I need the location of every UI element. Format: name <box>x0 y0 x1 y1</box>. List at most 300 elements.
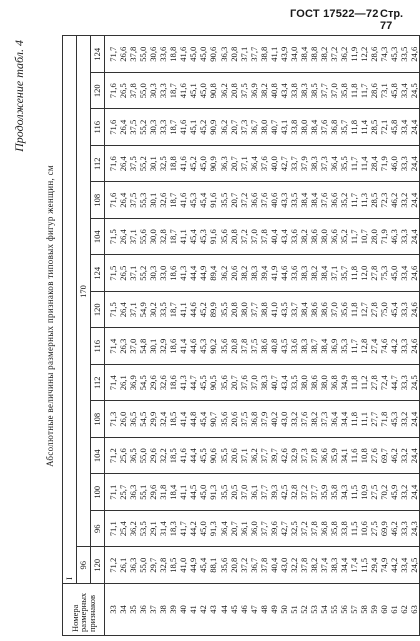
row-number: 34 <box>118 605 129 614</box>
data-value: 45,5 <box>198 375 209 391</box>
data-value: 45,3 <box>198 229 209 245</box>
data-value: 37,0 <box>128 338 139 354</box>
data-value: 18,5 <box>168 411 179 427</box>
data-value: 36,8 <box>329 375 340 391</box>
data-value: 41,3 <box>178 265 189 281</box>
data-value: 90,6 <box>208 448 219 464</box>
data-column <box>105 146 420 183</box>
data-value: 12,8 <box>359 338 370 354</box>
data-value: 40,4 <box>268 229 279 245</box>
data-value: 37,6 <box>258 156 269 172</box>
data-value: 20,7 <box>228 521 239 537</box>
data-value: 30,1 <box>148 156 159 172</box>
data-value: 26,4 <box>118 156 129 172</box>
data-value: 36,2 <box>218 119 229 135</box>
data-value: 38,6 <box>308 229 319 245</box>
data-value: 10,8 <box>359 448 370 464</box>
data-value: 71,3 <box>108 411 118 427</box>
data-value: 37,6 <box>318 192 329 208</box>
data-value: 41,6 <box>178 119 189 135</box>
data-column <box>105 255 420 292</box>
data-value: 37,7 <box>308 484 319 500</box>
data-value: 69,9 <box>379 521 390 537</box>
data-value: 36,7 <box>248 119 259 135</box>
data-value: 90,9 <box>208 119 219 135</box>
data-value: 37,6 <box>298 411 309 427</box>
data-value: 32,8 <box>158 229 169 245</box>
data-value: 37,3 <box>318 411 329 427</box>
data-value: 36,2 <box>218 83 229 99</box>
data-column <box>105 36 420 73</box>
data-value: 20,5 <box>228 484 239 500</box>
data-value: 37,5 <box>128 192 139 208</box>
data-value: 38,3 <box>258 375 269 391</box>
data-value: 37,5 <box>238 411 249 427</box>
data-value: 10,9 <box>359 484 370 500</box>
data-value: 18,3 <box>168 521 179 537</box>
data-value: 37,0 <box>238 484 249 500</box>
data-value: 88,1 <box>208 557 219 573</box>
data-value: 26,4 <box>118 119 129 135</box>
row-number: 46 <box>238 605 249 614</box>
data-value: 24,5 <box>409 83 420 99</box>
data-value: 54,9 <box>138 302 149 318</box>
data-value: 36,6 <box>329 192 340 208</box>
data-value: 33,0 <box>158 265 169 281</box>
data-value: 11,4 <box>359 156 370 172</box>
data-value: 35,6 <box>218 375 229 391</box>
data-value: 33,8 <box>288 83 299 99</box>
data-value: 38,0 <box>258 119 269 135</box>
data-value: 36,4 <box>218 521 229 537</box>
data-value: 36,4 <box>248 156 259 172</box>
data-value: 37,5 <box>128 156 139 172</box>
data-value: 41,4 <box>178 411 189 427</box>
data-value: 37,2 <box>298 521 309 537</box>
row-number: 63 <box>409 605 420 614</box>
data-value: 71,4 <box>108 375 118 391</box>
data-value: 20,8 <box>228 302 239 318</box>
data-value: 91,6 <box>208 192 219 208</box>
table-caption: Абсолютные величины размерных признаков типовых фигур женщин, см <box>45 165 55 467</box>
data-value: 12,7 <box>359 302 370 318</box>
data-table <box>62 35 420 636</box>
data-value: 45,2 <box>198 119 209 135</box>
data-value: 45,3 <box>188 192 199 208</box>
data-value: 71,6 <box>108 119 118 135</box>
data-value: 35,5 <box>339 156 350 172</box>
data-value: 45,0 <box>198 46 209 62</box>
data-value: 37,2 <box>238 229 249 245</box>
data-value: 24,4 <box>409 448 420 464</box>
data-value: 27,8 <box>369 302 380 318</box>
data-column <box>105 219 420 256</box>
data-value: 11,9 <box>349 46 360 62</box>
data-value: 36,5 <box>128 448 139 464</box>
data-value: 44,8 <box>188 411 199 427</box>
data-value: 39,4 <box>258 265 269 281</box>
data-value: 36,2 <box>128 521 139 537</box>
data-value: 71,5 <box>108 265 118 281</box>
data-value: 91,3 <box>208 484 219 500</box>
row-number: 40 <box>178 605 189 614</box>
data-value: 39,6 <box>268 521 279 537</box>
data-value: 11,7 <box>349 338 360 354</box>
data-value: 32,8 <box>288 484 299 500</box>
data-value: 45,5 <box>198 448 209 464</box>
data-value: 20,7 <box>228 192 239 208</box>
data-value: 30,3 <box>148 265 159 281</box>
standard-number: ГОСТ 17522—72 <box>290 8 379 20</box>
data-value: 24,6 <box>409 338 420 354</box>
col-header: 124 <box>91 255 105 292</box>
data-value: 38,0 <box>298 119 309 135</box>
data-value: 20,8 <box>228 46 239 62</box>
data-value: 38,0 <box>238 302 249 318</box>
data-value: 27,8 <box>369 375 380 391</box>
data-value: 45,4 <box>188 229 199 245</box>
data-value: 24,5 <box>409 557 420 573</box>
row-number: 33 <box>108 605 118 614</box>
data-column <box>105 547 420 584</box>
data-value: 38,4 <box>298 46 309 62</box>
data-value: 75,3 <box>379 265 390 281</box>
data-value: 45,2 <box>188 156 199 172</box>
data-value: 36,8 <box>329 119 340 135</box>
data-value: 26,5 <box>118 83 129 99</box>
data-value: 36,8 <box>248 411 259 427</box>
row-label-header: Номера размерных признаков <box>63 584 105 636</box>
data-value: 27,8 <box>369 265 380 281</box>
data-value: 44,4 <box>188 448 199 464</box>
data-value: 11,6 <box>349 448 360 464</box>
row-number: 57 <box>349 605 360 614</box>
data-value: 30,1 <box>148 192 159 208</box>
data-value: 38,6 <box>258 338 269 354</box>
data-value: 18,5 <box>168 557 179 573</box>
col-header: 120 <box>91 292 105 329</box>
data-value: 37,2 <box>238 557 249 573</box>
row-number: 50 <box>278 605 289 614</box>
data-value: 38,4 <box>298 192 309 208</box>
data-value: 46,2 <box>389 448 400 464</box>
data-value: 37,7 <box>258 484 269 500</box>
data-value: 41,6 <box>178 46 189 62</box>
data-value: 31,4 <box>158 521 169 537</box>
data-value: 73,1 <box>379 83 390 99</box>
data-value: 36,9 <box>128 375 139 391</box>
data-value: 38,4 <box>308 119 319 135</box>
data-value: 38,2 <box>308 411 319 427</box>
data-value: 35,2 <box>339 192 350 208</box>
data-value: 43,4 <box>278 375 289 391</box>
data-value: 71,1 <box>108 521 118 537</box>
data-value: 41,0 <box>178 557 189 573</box>
page-header <box>0 8 418 32</box>
data-value: 41,6 <box>178 448 189 464</box>
data-value: 37,7 <box>258 448 269 464</box>
col-header: 100 <box>91 474 105 511</box>
data-value: 41,6 <box>178 156 189 172</box>
data-value: 55,6 <box>138 229 149 245</box>
data-value: 90,2 <box>208 338 219 354</box>
data-value: 30,1 <box>148 338 159 354</box>
data-value: 55,2 <box>138 156 149 172</box>
data-value: 36,3 <box>218 156 229 172</box>
data-value: 11,7 <box>349 156 360 172</box>
data-value: 33,3 <box>158 83 169 99</box>
data-column <box>105 328 420 365</box>
data-value: 43,0 <box>278 411 289 427</box>
data-value: 31,8 <box>158 484 169 500</box>
data-value: 37,8 <box>258 557 269 573</box>
data-value: 38,3 <box>298 265 309 281</box>
row-number: 44 <box>218 605 229 614</box>
data-value: 30,2 <box>148 302 159 318</box>
row-number: 58 <box>359 605 370 614</box>
data-value: 37,2 <box>329 46 340 62</box>
data-value: 55,0 <box>138 448 149 464</box>
data-value: 55,0 <box>138 557 149 573</box>
data-value: 29,1 <box>148 521 159 537</box>
data-value: 30,3 <box>148 83 159 99</box>
data-value: 29,7 <box>148 557 159 573</box>
data-value: 35,8 <box>329 521 340 537</box>
data-value: 37,9 <box>298 156 309 172</box>
data-value: 32,5 <box>158 156 169 172</box>
data-value: 35,7 <box>339 119 350 135</box>
data-value: 32,5 <box>288 521 299 537</box>
data-value: 33,3 <box>399 302 410 318</box>
data-value: 37,1 <box>238 156 249 172</box>
data-value: 39,7 <box>268 448 279 464</box>
data-value: 11,8 <box>349 265 360 281</box>
data-value: 34,4 <box>339 557 350 573</box>
data-value: 26,4 <box>118 192 129 208</box>
data-value: 37,8 <box>298 557 309 573</box>
data-value: 20,7 <box>228 375 239 391</box>
data-value: 36,5 <box>128 411 139 427</box>
data-value: 91,3 <box>208 521 219 537</box>
data-value: 33,6 <box>288 338 299 354</box>
col-header: 116 <box>91 109 105 146</box>
data-value: 38,4 <box>318 338 329 354</box>
data-value: 33,2 <box>399 484 410 500</box>
data-value: 20,8 <box>228 557 239 573</box>
col-header: 96 <box>91 511 105 548</box>
data-value: 36,1 <box>248 484 259 500</box>
data-value: 37,0 <box>329 83 340 99</box>
data-value: 41,9 <box>268 265 279 281</box>
data-value: 18,7 <box>168 229 179 245</box>
data-value: 45,3 <box>389 411 400 427</box>
data-value: 43,5 <box>278 302 289 318</box>
data-value: 28,5 <box>369 119 380 135</box>
data-value: 38,4 <box>318 265 329 281</box>
data-value: 42,6 <box>278 448 289 464</box>
data-value: 41,6 <box>178 192 189 208</box>
data-value: 90,5 <box>208 375 219 391</box>
data-value: 27,5 <box>369 484 380 500</box>
data-value: 38,4 <box>298 302 309 318</box>
data-value: 45,1 <box>188 119 199 135</box>
data-value: 20,6 <box>228 265 239 281</box>
data-value: 71,7 <box>108 46 118 62</box>
data-value: 39,3 <box>268 484 279 500</box>
data-value: 71,5 <box>108 302 118 318</box>
data-value: 74,9 <box>379 557 390 573</box>
data-value: 33,7 <box>288 302 299 318</box>
row-number: 51 <box>288 605 299 614</box>
data-value: 90,8 <box>208 83 219 99</box>
data-value: 41,4 <box>178 338 189 354</box>
row-number-column <box>105 584 420 636</box>
data-value: 33,4 <box>399 265 410 281</box>
col-header: 104 <box>91 438 105 475</box>
data-value: 30,0 <box>148 229 159 245</box>
data-value: 41,3 <box>178 375 189 391</box>
data-value: 33,4 <box>399 119 410 135</box>
data-value: 45,0 <box>198 156 209 172</box>
continuation-label: Продолжение табл. 4 <box>12 40 26 152</box>
data-value: 44,5 <box>188 484 199 500</box>
data-value: 36,3 <box>218 46 229 62</box>
col-header: 108 <box>91 401 105 438</box>
data-value: 36,7 <box>248 557 259 573</box>
data-value: 44,9 <box>198 265 209 281</box>
data-value: 33,6 <box>288 229 299 245</box>
col-header: 120 <box>91 547 105 584</box>
data-value: 43,5 <box>278 338 289 354</box>
data-value: 38,2 <box>238 265 249 281</box>
data-value: 55,2 <box>138 119 149 135</box>
data-value: 24,4 <box>409 192 420 208</box>
data-value: 11,7 <box>359 83 370 99</box>
data-value: 42,7 <box>278 156 289 172</box>
data-value: 71,1 <box>108 484 118 500</box>
data-value: 41,1 <box>178 229 189 245</box>
data-value: 46,0 <box>389 156 400 172</box>
data-value: 26,6 <box>118 46 129 62</box>
data-value: 17,4 <box>349 557 360 573</box>
data-value: 18,6 <box>168 375 179 391</box>
data-value: 29,6 <box>148 484 159 500</box>
data-value: 37,7 <box>318 83 329 99</box>
data-value: 24,6 <box>409 46 420 62</box>
data-value: 35,9 <box>329 448 340 464</box>
data-value: 10,6 <box>359 521 370 537</box>
data-value: 37,1 <box>128 302 139 318</box>
data-value: 20,6 <box>228 448 239 464</box>
row-number: 35 <box>128 605 139 614</box>
row-number: 36 <box>138 605 149 614</box>
data-value: 37,7 <box>248 302 259 318</box>
data-value: 38,8 <box>258 46 269 62</box>
col-header: 116 <box>91 328 105 365</box>
data-value: 38,3 <box>308 156 319 172</box>
data-value: 27,6 <box>369 448 380 464</box>
data-value: 54,8 <box>138 338 149 354</box>
data-value: 36,4 <box>329 411 340 427</box>
data-value: 24,6 <box>409 265 420 281</box>
data-value: 37,3 <box>298 448 309 464</box>
data-value: 43,0 <box>278 557 289 573</box>
data-value: 43,1 <box>278 119 289 135</box>
data-value: 28,5 <box>369 192 380 208</box>
data-value: 38,0 <box>318 229 329 245</box>
group-96-header: 96 <box>77 547 91 584</box>
data-value: 45,0 <box>198 83 209 99</box>
data-value: 10,7 <box>359 229 370 245</box>
data-value: 33,7 <box>288 156 299 172</box>
data-value: 44,7 <box>188 375 199 391</box>
col-header: 112 <box>91 365 105 402</box>
data-value: 75,0 <box>379 302 390 318</box>
row-number: 45 <box>228 605 239 614</box>
col-header: 108 <box>91 182 105 219</box>
data-value: 45,3 <box>198 338 209 354</box>
data-value: 24,4 <box>409 411 420 427</box>
col-header: 112 <box>91 146 105 183</box>
data-value: 41,0 <box>268 302 279 318</box>
data-value: 38,3 <box>298 338 309 354</box>
data-value: 37,8 <box>128 46 139 62</box>
data-value: 35,5 <box>218 448 229 464</box>
row-number: 42 <box>198 605 209 614</box>
data-value: 29,6 <box>148 448 159 464</box>
page-number: Стр. 77 <box>380 8 404 32</box>
data-value: 33,5 <box>288 192 299 208</box>
data-value: 35,3 <box>339 338 350 354</box>
data-value: 55,3 <box>138 192 149 208</box>
data-value: 45,9 <box>389 484 400 500</box>
data-value: 24,4 <box>409 229 420 245</box>
data-value: 25,7 <box>118 484 129 500</box>
data-value: 11,2 <box>359 375 370 391</box>
data-value: 45,8 <box>389 83 400 99</box>
data-value: 33,3 <box>399 521 410 537</box>
row-number: 41 <box>188 605 199 614</box>
data-value: 71,8 <box>379 411 390 427</box>
data-value: 36,6 <box>329 229 340 245</box>
data-value: 71,9 <box>379 229 390 245</box>
data-value: 20,8 <box>228 83 239 99</box>
data-value: 41,1 <box>178 302 189 318</box>
data-value: 43,9 <box>278 46 289 62</box>
data-value: 29,6 <box>148 375 159 391</box>
data-value: 25,4 <box>118 521 129 537</box>
data-value: 30,3 <box>148 119 159 135</box>
data-value: 33,2 <box>399 192 410 208</box>
data-column <box>105 182 420 219</box>
data-value: 37,8 <box>128 83 139 99</box>
data-value: 24,3 <box>409 521 420 537</box>
data-value: 40,0 <box>268 156 279 172</box>
data-column <box>105 438 420 475</box>
data-value: 28,6 <box>369 83 380 99</box>
data-value: 46,3 <box>389 229 400 245</box>
data-value: 35,2 <box>339 229 350 245</box>
data-value: 11,8 <box>349 302 360 318</box>
data-value: 36,8 <box>318 521 329 537</box>
data-value: 36,3 <box>128 484 139 500</box>
data-value: 71,4 <box>108 338 118 354</box>
data-value: 28,4 <box>369 156 380 172</box>
data-value: 26,1 <box>118 375 129 391</box>
data-value: 40,4 <box>268 557 279 573</box>
data-value: 34,3 <box>339 484 350 500</box>
data-value: 33,5 <box>399 46 410 62</box>
